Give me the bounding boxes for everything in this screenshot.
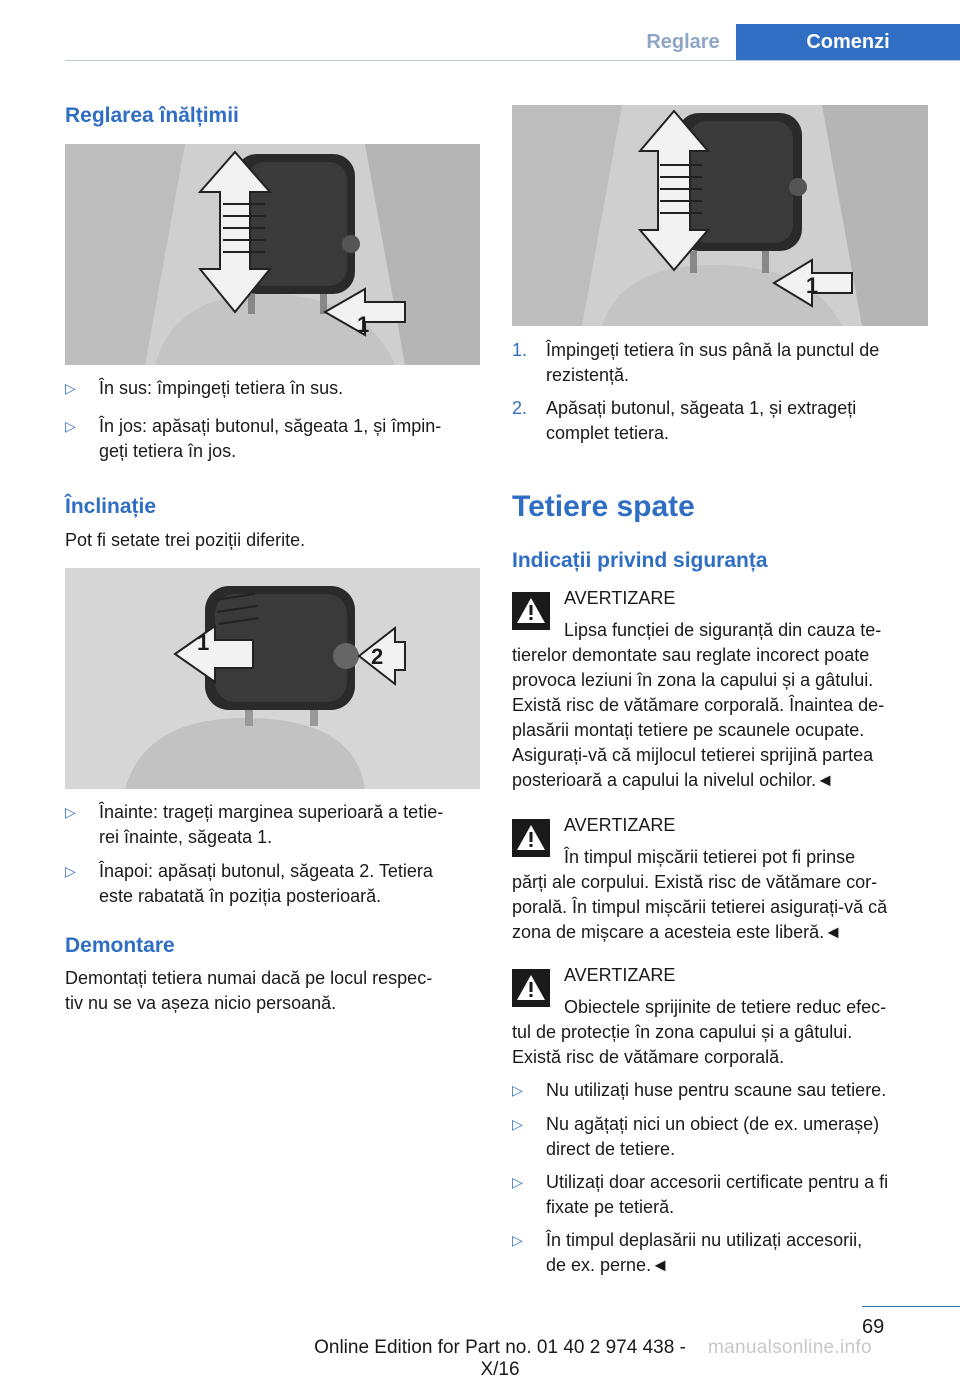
header-divider xyxy=(65,60,960,61)
list-item: ▷ În sus: împingeți tetiera în sus. xyxy=(65,376,480,401)
edition-footer: Online Edition for Part no. 01 40 2 974 438 - X/16 xyxy=(314,1337,686,1380)
warning-triangle-icon xyxy=(512,969,550,1007)
warning-text-first: În timpul mișcării tetierei pot fi prinse xyxy=(564,847,856,867)
heading-tilt: Înclinație xyxy=(65,495,157,518)
watermark: manualsonline.info xyxy=(708,1337,872,1358)
warning-label: AVERTIZARE xyxy=(564,965,676,985)
headrest-removal-illustration xyxy=(512,105,928,326)
headrest-height-illustration xyxy=(65,144,480,365)
heading-removal: Demontare xyxy=(65,934,175,957)
removal-description: Demontați tetiera numai dacă pe locul respec‐ tiv nu se va așeza nicio persoană. xyxy=(65,968,433,1013)
callout-label-2: 2 xyxy=(371,644,384,669)
triangle-right-icon: ▷ xyxy=(512,1232,523,1248)
callout-label: 1 xyxy=(806,273,819,298)
list-item: ▷ Înainte: trageți marginea superioară a tetie‐ rei înainte, săgeata 1. xyxy=(65,802,444,847)
warning-triangle-icon xyxy=(512,592,550,630)
triangle-right-icon: ▷ xyxy=(65,863,76,879)
warning-text-first: Lipsa funcției de siguranță din cauza te‐ xyxy=(564,620,882,640)
callout-label: 1 xyxy=(357,312,370,337)
warning-text-first: Obiectele sprijinite de tetiere reduc efec‐ xyxy=(564,997,887,1017)
list-item: 1. Împingeți tetiera în sus până la punctul de rezistență. xyxy=(512,340,880,385)
step-number: 1. xyxy=(512,340,528,360)
triangle-right-icon: ▷ xyxy=(512,1174,523,1190)
heading-rear-headrests: Tetiere spate xyxy=(512,490,695,523)
list-item: ▷ Nu agățați nici un obiect (de ex. umerașe) direct de tetiere. xyxy=(512,1114,880,1159)
warning-label: AVERTIZARE xyxy=(564,815,676,835)
list-item: ▷ În jos: apăsați butonul, săgeata 1, și împin‐ geți tetiera în jos. xyxy=(65,416,442,461)
step-number: 2. xyxy=(512,398,528,418)
warning-text: tul de protecție în zona capului și a gâtului. Există risc de vătămare corporală. xyxy=(512,1022,853,1067)
tilt-description: Pot fi setate trei poziții diferite. xyxy=(65,530,306,550)
warning-text: tierelor demontate sau reglate incorect poate provoca leziuni în zona la capului și a gâtului. Există risc de vătămare corporală. Înaintea de‐ plasării montați tetiere pe scaunele ocupate. Asigurați-vă că mijlocul tetierei sprijină partea posterioară a capului la nivelul ochilor.◄ xyxy=(512,645,885,790)
warning-label: AVERTIZARE xyxy=(564,588,676,608)
tab-reglare[interactable]: Reglare xyxy=(630,24,736,61)
list-item: ▷ Înapoi: apăsați butonul, săgeata 2. Tetiera este rabatată în poziția posterioară. xyxy=(65,861,433,906)
heading-height-adjustment: Reglarea înălțimii xyxy=(65,104,239,127)
page-number: 69 xyxy=(862,1316,885,1338)
list-item: ▷ Nu utilizați huse pentru scaune sau tetiere. xyxy=(512,1078,928,1103)
list-item: ▷ Utilizați doar accesorii certificate pentru a fi fixate pe tetieră. xyxy=(512,1172,889,1217)
footer-divider xyxy=(862,1306,960,1307)
warning-triangle-icon xyxy=(512,819,550,857)
triangle-right-icon: ▷ xyxy=(512,1082,523,1098)
triangle-right-icon: ▷ xyxy=(65,804,76,820)
headrest-tilt-illustration xyxy=(65,568,480,789)
list-item: 2. Apăsați butonul, săgeata 1, și extrageți complet tetiera. xyxy=(512,398,857,443)
tab-comenzi[interactable]: Comenzi xyxy=(736,24,960,61)
heading-safety-notes: Indicații privind siguranța xyxy=(512,549,768,572)
triangle-right-icon: ▷ xyxy=(65,418,76,434)
warning-text: părți ale corpului. Există risc de vătămare cor‐ porală. În timpul mișcării tetierei asigurați-vă că zona de mișcare a acesteia este liberă.◄ xyxy=(512,872,888,942)
triangle-right-icon: ▷ xyxy=(65,380,76,396)
callout-label-1: 1 xyxy=(197,630,210,655)
triangle-right-icon: ▷ xyxy=(512,1116,523,1132)
list-item: ▷ În timpul deplasării nu utilizați accesorii, de ex. perne.◄ xyxy=(512,1230,863,1275)
